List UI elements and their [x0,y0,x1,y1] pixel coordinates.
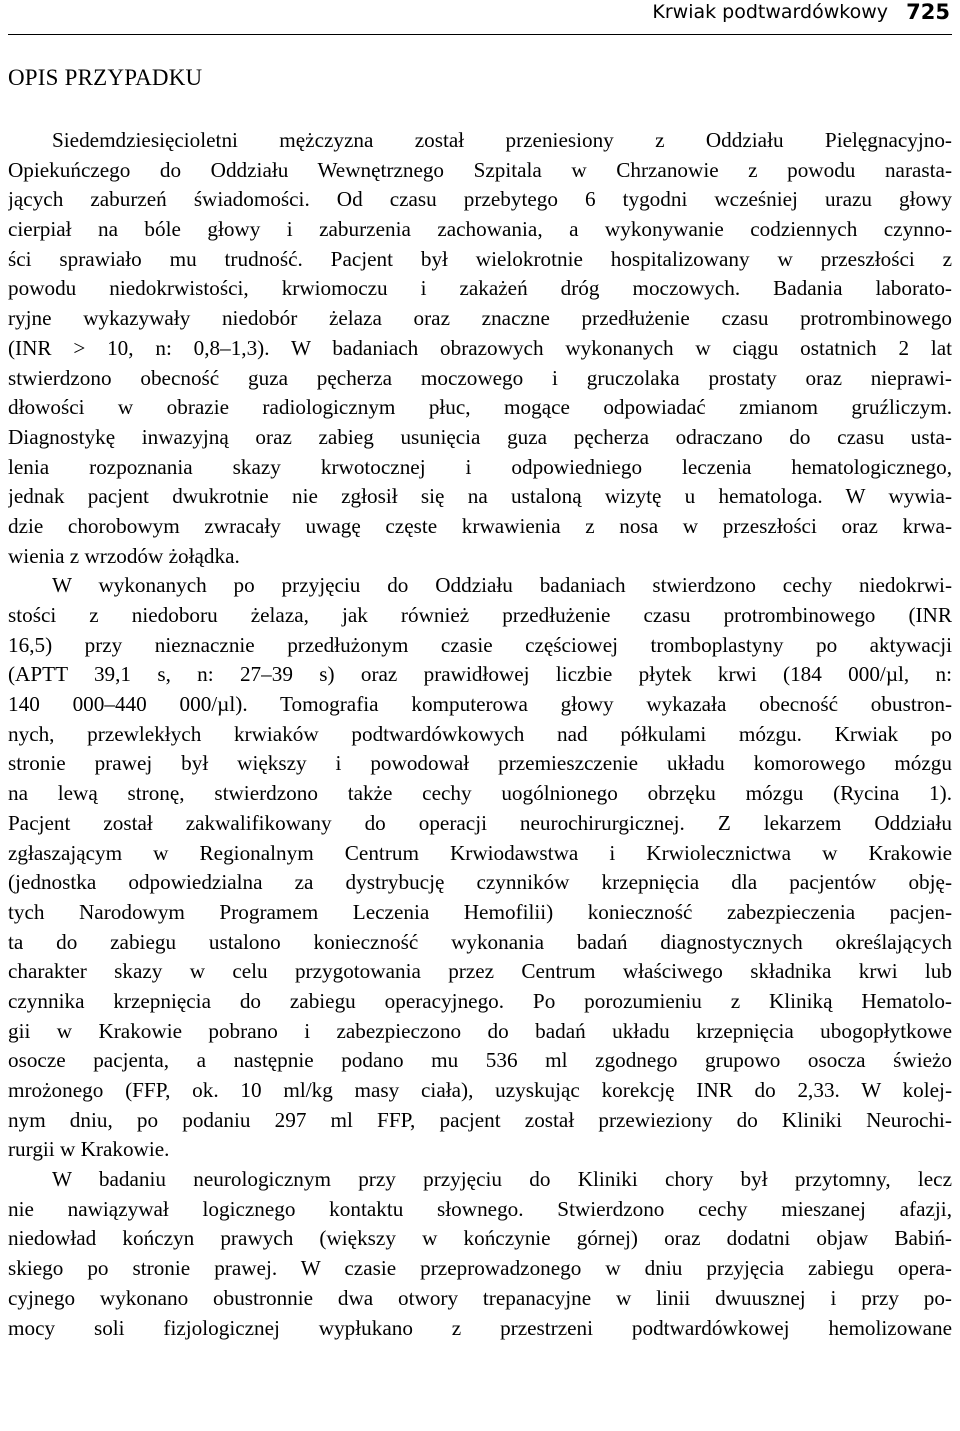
text-line: Diagnostykę inwazyjną oraz zabieg usunięcia guza pęcherza odraczano do czasu usta- [8,424,952,449]
text-line: stwierdzono obecność guza pęcherza moczowego i gruczolaka prostaty oraz nieprawi- [8,365,952,390]
document-page [8,0,952,1431]
text-line: jednak pacjent dwukrotnie nie zgłosił się na ustaloną wizytę u hematologa. W wywia- [8,484,952,509]
text-line: czynnika krzepnięcia do zabiegu operacyjnego. Po porozumieniu z Kliniką Hematolo- [8,988,952,1013]
text-line: niedowład kończyn prawych (większy w kończynie górnej) oraz dodatni objaw Babiń- [8,1226,952,1251]
text-line: mrożonego (FFP, ok. 10 ml/kg masy ciała), uzyskując korekcję INR do 2,33. W kolej- [8,1078,952,1102]
text-line: 140 000–440 000/µl). Tomografia komputerowa głowy wykazała obecność obustron- [8,692,952,717]
text-line: ryjne wykazywały niedobór żelaza oraz znaczne przedłużenie czasu protrombinowego [8,306,952,331]
text-line: rurgii w Krakowie. [8,1137,170,1162]
text-line: nym dniu, po podaniu 297 ml FFP, pacjent został przewieziony do Kliniki Neurochi- [8,1107,952,1132]
body-text [8,126,952,1343]
text-line: osocze pacjenta, a następnie podano mu 536 ml zgodnego grupowo osocza świeżo [8,1048,952,1073]
text-line: 16,5) przy nieznacznie przedłużonym czasie częściowej tromboplastyny po aktywacji [8,632,952,657]
text-line: W wykonanych po przyjęciu do Oddziału badaniach stwierdzono cechy niedokrwi- [52,573,952,598]
text-line: Opiekuńczego do Oddziału Wewnętrznego Szpitala w Chrzanowie z powodu narasta- [8,157,952,182]
text-line: (INR > 10, n: 0,8–1,3). W badaniach obrazowych wykonanych w ciągu ostatnich 2 lat [8,335,952,360]
text-line: stronie prawej był większy i powodował przemieszczenie układu komorowego mózgu [8,751,952,776]
text-line: powodu niedokrwistości, krwiomoczu i zakażeń dróg moczowych. Badania laborato- [8,276,952,301]
text-line: tych Narodowym Programem Leczenia Hemofilii) konieczność zabezpieczenia pacjen- [8,899,952,924]
page-number: 725 [906,0,950,24]
text-line: gii w Krakowie pobrano i zabezpieczono do badań układu krzepnięcia ubogopłytkowe [8,1018,952,1043]
text-line: mocy soli fizjologicznej wypłukano z przestrzeni podtwardówkowej hemolizowane [8,1315,952,1340]
section-heading: OPIS PRZYPADKU [8,65,203,90]
text-line: jących zaburzeń świadomości. Od czasu przebytego 6 tygodni wcześniej urazu głowy [8,187,952,212]
text-line: ta do zabiegu ustalono konieczność wykonania badań diagnostycznych określających [8,929,952,954]
text-line: lenia rozpoznania skazy krwotocznej i odpowiedniego leczenia hematologicznego, [8,454,952,479]
text-line: (APTT 39,1 s, n: 27–39 s) oraz prawidłowej liczbie płytek krwi (184 000/µl, n: [8,662,952,687]
text-line: na lewą stronę, stwierdzono także cechy uogólnionego obrzęku mózgu (Rycina 1). [8,781,952,806]
text-line: Pacjent został zakwalifikowany do operacji neurochirurgicznej. Z lekarzem Oddziału [8,810,952,835]
text-line: ści sprawiało mu trudność. Pacjent był wielokrotnie hospitalizowany w przeszłości z [8,246,952,271]
text-line: charakter skazy w celu przygotowania przez Centrum właściwego składnika krwi lub [8,959,952,984]
text-line: W badaniu neurologicznym przy przyjęciu do Kliniki chory był przytomny, lecz [52,1167,952,1192]
running-title: Krwiak podtwardówkowy [652,1,888,23]
text-line: zgłaszającym w Regionalnym Centrum Krwiodawstwa i Krwiolecznictwa w Krakowie [8,840,952,865]
text-line: cyjnego wykonano obustronnie dwa otwory trepanacyjne w linii dwuusznej i przy po- [8,1285,952,1310]
text-line: cierpiał na bóle głowy i zaburzenia zachowania, a wykonywanie codziennych czynno- [8,217,952,242]
text-line: stości z niedoboru żelaza, jak również przedłużenie czasu protrombinowego (INR [8,603,952,627]
text-line: (jednostka odpowiedzialna za dystrybucję czynników krzepnięcia dla pacjentów obję- [8,870,952,895]
text-line: wienia z wrzodów żołądka. [8,543,240,568]
text-line: Siedemdziesięcioletni mężczyzna został przeniesiony z Oddziału Pielęgnacyjno- [52,128,952,152]
text-line: dzie chorobowym zwracały uwagę częste krwawienia z nosa w przeszłości oraz krwa- [8,513,952,538]
text-line: nie nawiązywał logicznego kontaktu słownego. Stwierdzono cechy mieszanej afazji, [8,1196,952,1221]
running-header [8,0,952,35]
text-line: nych, przewlekłych krwiaków podtwardówkowych nad półkulami mózgu. Krwiak po [8,721,952,746]
text-line: dłowości w obrazie radiologicznym płuc, mogące odpowiadać zmianom gruźliczym. [8,395,952,420]
text-line: skiego po stronie prawej. W czasie przeprowadzonego w dniu przyjęcia zabiegu opera- [8,1256,952,1281]
